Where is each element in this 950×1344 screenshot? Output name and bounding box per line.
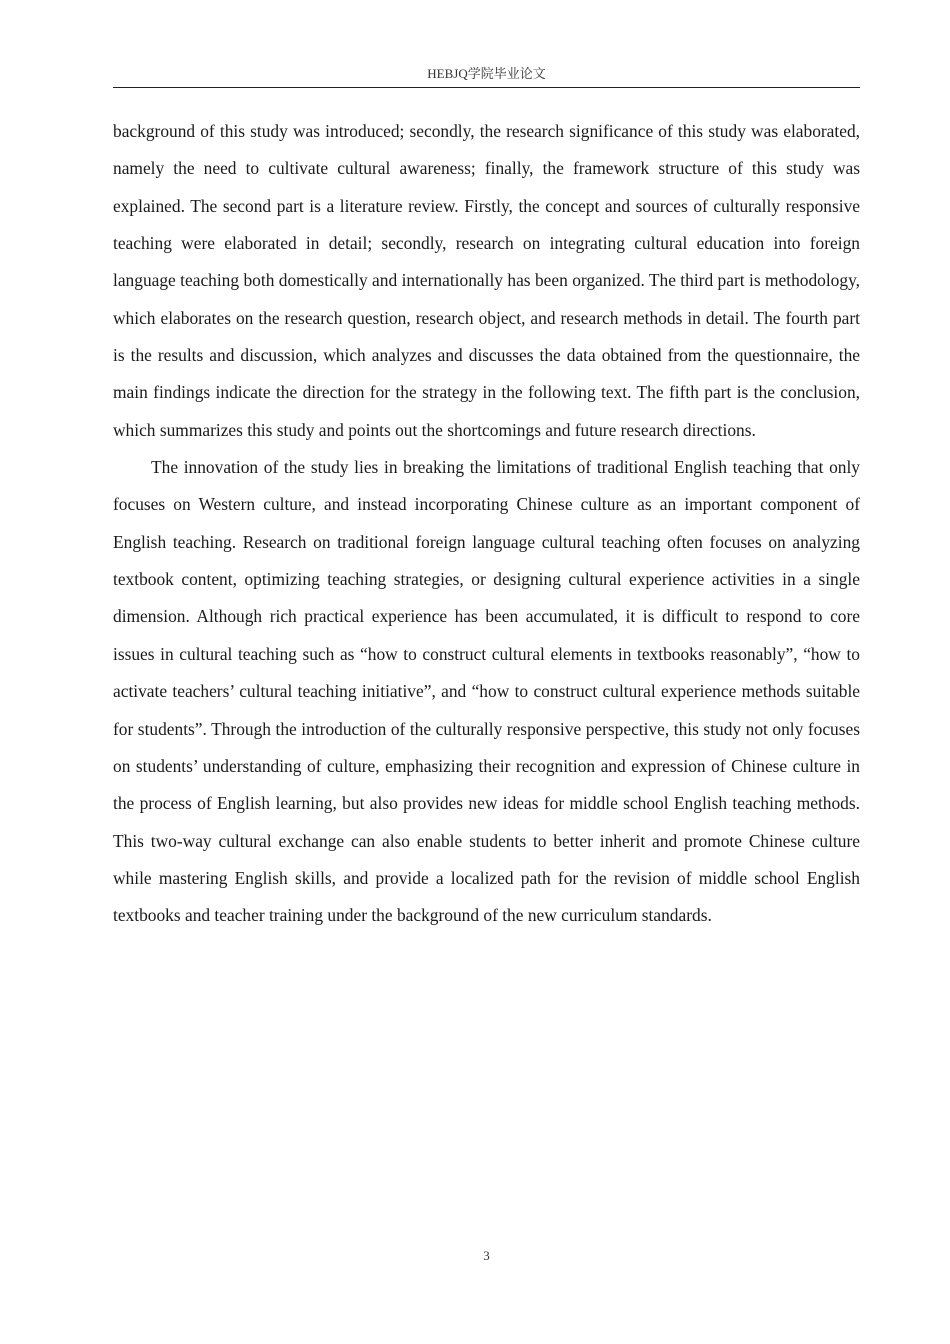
paragraph-continuation: background of this study was introduced; secondly, the research significance of this study was elaborated, namely the need to cultivate cultural awareness; finally, the framework structure of this study was explained. The second part is a literature review. Firstly, the concept and sources of culturally responsive teaching were elaborated in detail; secondly, research on integrating cultural education into foreign language teaching both domestically and internationally has been organized. The third part is methodology, which elaborates on the research question, research object, and research methods in detail. The fourth part is the results and discussion, which analyzes and discusses the data obtained from the questionnaire, the main findings indicate the direction for the strategy in the following text. The fifth part is the conclusion, which summarizes this study and points out the shortcomings and future research directions. [113, 121, 860, 440]
body-text [113, 113, 860, 935]
page-header: HEBJQ学院毕业论文 [427, 66, 546, 81]
paragraph-innovation: The innovation of the study lies in breaking the limitations of traditional English teaching that only focuses on Western culture, and instead incorporating Chinese culture as an important component of English teaching. Research on traditional foreign language cultural teaching often focuses on analyzing textbook content, optimizing teaching strategies, or designing cultural experience activities in a single dimension. Although rich practical experience has been accumulated, it is difficult to respond to core issues in cultural teaching such as “how to construct cultural elements in textbooks reasonably”, “how to activate teachers’ cultural teaching initiative”, and “how to construct cultural experience methods suitable for students”. Through the introduction of the culturally responsive perspective, this study not only focuses on students’ understanding of culture, emphasizing their recognition and expression of Chinese culture in the process of English learning, but also provides new ideas for middle school English teaching methods. This two-way cultural exchange can also enable students to better inherit and promote Chinese culture while mastering English skills, and provide a localized path for the revision of middle school English textbooks and teacher training under the background of the new curriculum standards. [113, 457, 860, 926]
page-number: 3 [483, 1248, 490, 1263]
header-divider [113, 87, 860, 88]
